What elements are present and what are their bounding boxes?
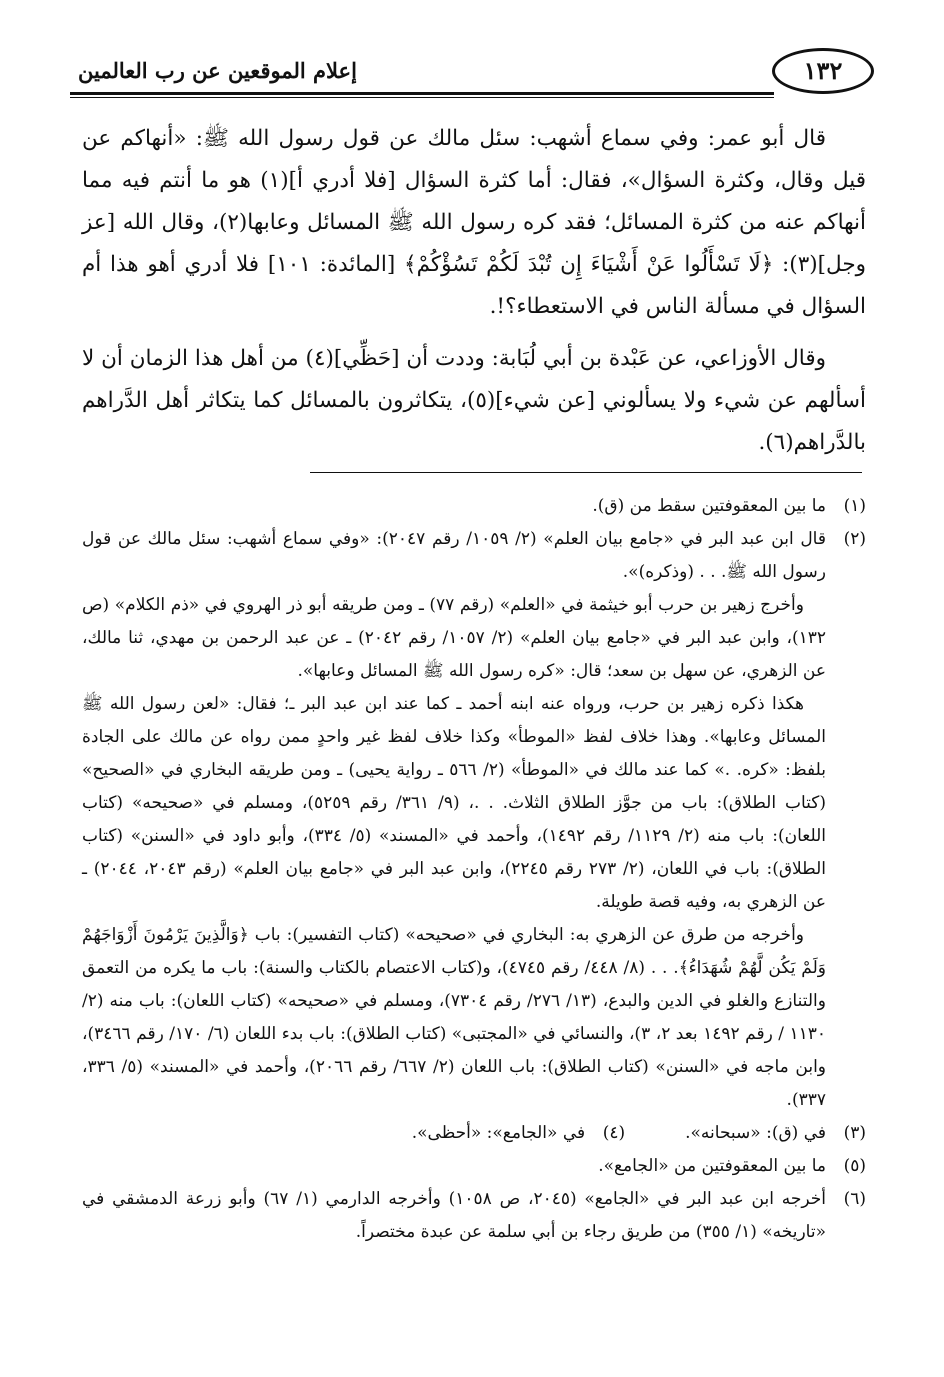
footnote-4 <box>412 1117 625 1150</box>
footnote-2-paragraph: هكذا ذكره زهير بن حرب، ورواه عنه ابنه أحمد ـ كما عند ابن عبد البر ـ؛ فقال: «لعن رسول الله ﷺ المسائل وعابها». وهذا خلاف لفظ «الموطأ» وكذا خلاف لفظ غير واحدٍ ممن رواه عن مالك على الجادة بلفظ: «كره. .» كما عند مالك في «الموطأ» (٢/ ٥٦٦ ـ رواية يحيى) ـ ومن طريقه البخاري في «الصحيح» (كتاب الطلاق): باب من جوَّز الطلاق الثلاث. . .، (٩/ ٣٦١/ رقم ٥٢٥٩)، ومسلم في «صحيحه» (كتاب اللعان): باب منه (٢/ ١١٢٩/ رقم ١٤٩٢)، وأحمد في «المسند» (٥/ ٣٣٤)، وأبو داود في «السنن» (كتاب الطلاق): باب في اللعان، (٢/ ٢٧٣ رقم ٢٢٤٥)، وابن عبد البر في «جامع بيان العلم» (رقم ٢٠٤٣، ٢٠٤٤) ـ عن الزهري به، وفيه قصة طويلة. <box>82 694 827 912</box>
footnote-separator <box>310 472 862 473</box>
page-number: ١٣٢ <box>772 48 874 94</box>
running-header <box>70 56 884 96</box>
main-text <box>82 118 866 470</box>
header-rule-thin <box>70 97 774 98</box>
footnote-text: قال ابن عبد البر في «جامع بيان العلم» (٢/ ١٠٥٩/ رقم ٢٠٤٧): «وفي سماع أشهب: سئل مالك عن قول رسول الله ﷺ. . . (وذكره)». <box>82 529 826 582</box>
footnote-6 <box>82 1183 866 1249</box>
footnote-2 <box>82 523 866 589</box>
footnotes <box>82 490 866 1249</box>
footnote-5 <box>82 1150 866 1183</box>
footnote-row-3-4 <box>82 1117 866 1150</box>
footnote-text: في (ق): «سبحانه». <box>685 1123 826 1143</box>
footnote-2-paragraph: وأخرجه من طرق عن الزهري به: البخاري في «صحيحه» (كتاب التفسير): باب ﴿وَالَّذِينَ يَرْمُونَ أَزْوَاجَهُمْ وَلَمْ يَكُن لَّهُمْ شُهَدَاءُ﴾. . . (٨/ ٤٤٨/ رقم ٤٧٤٥)، و(كتاب الاعتصام بالكتاب والسنة): باب ما يكره من التعمق والتنازع والغلو في الدين والبدع، (١٣/ ٢٧٦/ رقم ٧٣٠٤)، ومسلم في «صحيحه» (كتاب اللعان): باب منه (٢/ ١١٣٠ / رقم ١٤٩٢ بعد ٢، ٣)، والنسائي في «المجتبى» (كتاب الطلاق): باب بدء اللعان (٦/ ١٧٠/ رقم ٣٤٦٦)، وابن ماجه في «السنن» (كتاب الطلاق): باب اللعان (٢/ ٦٦٧/ رقم ٢٠٦٦)، وأحمد في «المسند» (٥/ ٣٣٦، ٣٣٧). <box>82 925 827 1110</box>
footnote-number: (٢) <box>843 529 866 549</box>
header-rule <box>70 92 774 95</box>
footnote-text: ما بين المعقوفتين من «الجامع». <box>598 1156 826 1176</box>
footnote-number: (٣) <box>843 1123 866 1143</box>
footnote-text: أخرجه ابن عبد البر في «الجامع» (٢٠٤٥، ص ١٠٥٨) وأخرجه الدارمي (١/ ٦٧) وأبو زرعة الدمشقي في «تاريخه» (١/ ٣٥٥) من طريق رجاء بن أبي سلمة عن عبدة مختصراً. <box>82 1189 826 1242</box>
paragraph-1: قال أبو عمر: وفي سماع أشهب: سئل مالك عن قول رسول الله ﷺ: «أنهاكم عن قيل وقال، وكثرة السؤال»، فقال: أما كثرة السؤال [فلا أدري أ](١) هو ما أنتم فيه مما أنهاكم عنه من كثرة المسائل؛ فقد كره رسول الله ﷺ المسائل وعابها(٢)، وقال الله [عز وجل](٣): ﴿لَا تَسْأَلُوا عَنْ أَشْيَاءَ إِن تُبْدَ لَكُمْ تَسُؤْكُمْ﴾ [المائدة: ١٠١] فلا أدري أهو هذا أم السؤال في مسألة الناس في الاستعطاء؟!. <box>82 126 866 319</box>
paragraph-2: وقال الأوزاعي، عن عَبْدة بن أبي لُبَابة: وددت أن [حَظِّي](٤) من أهل هذا الزمان أن لا أسألهم عن شيء ولا يسألوني [عن شيء](٥)، يتكاثرون بالمسائل كما يتكاثر أهل الدَّراهم بالدَّراهم(٦). <box>82 346 866 455</box>
footnote-1 <box>82 490 866 523</box>
footnote-number: (١) <box>843 496 866 516</box>
footnote-number: (٦) <box>843 1189 866 1209</box>
book-title: إعلام الموقعين عن رب العالمين <box>78 58 357 83</box>
footnote-number: (٤) <box>602 1123 626 1143</box>
footnote-number: (٥) <box>843 1156 866 1176</box>
footnote-3 <box>685 1117 866 1150</box>
footnote-2-paragraph: وأخرج زهير بن حرب أبو خيثمة في «العلم» (رقم ٧٧) ـ ومن طريقه أبو ذر الهروي في «ذم الكلام» (ص ١٣٢)، وابن عبد البر في «جامع بيان العلم» (٢/ ١٠٥٧/ رقم ٢٠٤٢) ـ عن عبد الرحمن بن مهدي، ثنا مالك، عن الزهري، عن سهل بن سعد؛ قال: «كره رسول الله ﷺ المسائل وعابها». <box>82 595 826 681</box>
footnote-text: ما بين المعقوفتين سقط من (ق). <box>592 496 826 516</box>
footnote-text: في «الجامع»: «أحظى». <box>411 1123 586 1143</box>
